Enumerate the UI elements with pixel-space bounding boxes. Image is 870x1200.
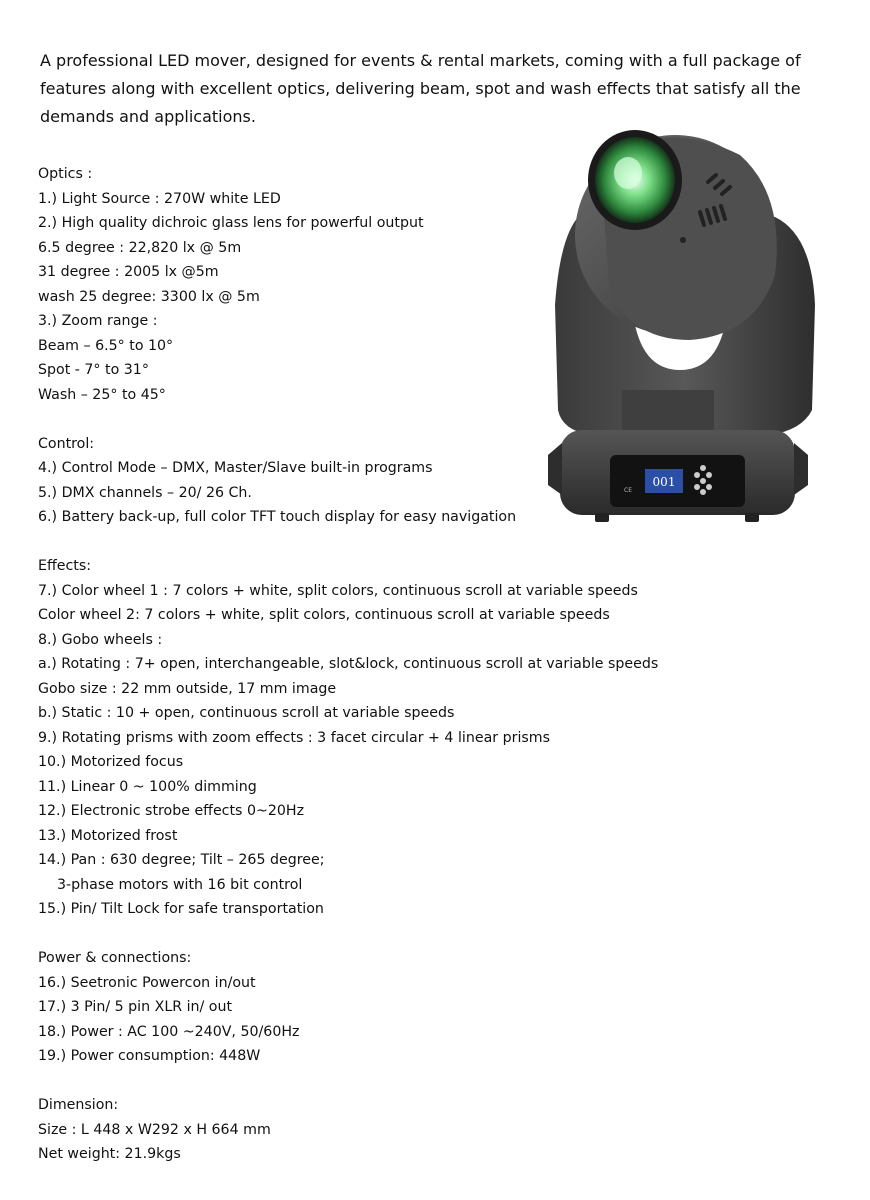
- spec-line: 18.) Power : AC 100 ~240V, 50/60Hz: [38, 1023, 300, 1040]
- spec-line: b.) Static : 10 + open, continuous scroll at variable speeds: [38, 705, 455, 721]
- spec-line: wash 25 degree: 3300 lx @ 5m: [38, 288, 260, 305]
- spec-line: Gobo size : 22 mm outside, 17 mm image: [38, 680, 337, 697]
- spec-line: 2.) High quality dichroic glass lens for powerful output: [38, 215, 424, 231]
- spec-line: Wash – 25° to 45°: [38, 386, 166, 403]
- spec-line: 9.) Rotating prisms with zoom effects : 3 facet circular + 4 linear prisms: [38, 729, 550, 746]
- section-heading-dimension: Dimension:: [38, 1097, 119, 1113]
- intro-paragraph: A professional LED mover, designed for events & rental markets, coming with a full package of features along with excellent optics, delivering beam, spot and wash effects that satisfy all the demands and applications.: [40, 51, 801, 127]
- spec-line: Spot - 7° to 31°: [38, 362, 149, 378]
- spec-line: 17.) 3 Pin/ 5 pin XLR in/ out: [38, 999, 233, 1015]
- spec-line: 8.) Gobo wheels :: [38, 631, 163, 648]
- spec-line: 10.) Motorized focus: [38, 754, 184, 770]
- spec-line: 1.) Light Source : 270W white LED: [38, 190, 281, 207]
- spacer: [38, 1069, 698, 1094]
- spec-line: a.) Rotating : 7+ open, interchangeable, slot&lock, continuous scroll at variable speeds: [38, 656, 659, 672]
- spec-line: 3.) Zoom range :: [38, 313, 158, 329]
- spec-line: 31 degree : 2005 lx @5m: [38, 264, 219, 280]
- spec-line: Beam – 6.5° to 10°: [38, 337, 174, 354]
- svg-text:CE: CE: [624, 487, 632, 494]
- spec-line: 15.) Pin/ Tilt Lock for safe transportation: [38, 901, 324, 917]
- section-heading-effects: Effects:: [38, 558, 92, 574]
- spec-line: 5.) DMX channels – 20/ 26 Ch.: [38, 484, 252, 501]
- spec-line: Size : L 448 x W292 x H 664 mm: [38, 1121, 271, 1138]
- spec-line: 12.) Electronic strobe effects 0~20Hz: [38, 803, 305, 819]
- spacer: [38, 922, 698, 947]
- spec-line: 6.) Battery back-up, full color TFT touch display for easy navigation: [38, 509, 517, 525]
- fixture-display-value: 001: [652, 475, 676, 489]
- spec-line: 7.) Color wheel 1 : 7 colors + white, split colors, continuous scroll at variable speeds: [38, 582, 638, 599]
- spec-line: 13.) Motorized frost: [38, 827, 178, 844]
- spec-line: 3-phase motors with 16 bit control: [57, 876, 303, 893]
- section-heading-control: Control:: [38, 435, 95, 452]
- spec-line: 19.) Power consumption: 448W: [38, 1048, 261, 1064]
- spec-line: Color wheel 2: 7 colors + white, split colors, continuous scroll at variable speeds: [38, 607, 610, 623]
- moving-head-light-image: [540, 125, 820, 530]
- spec-line: 14.) Pan : 630 degree; Tilt – 265 degree;: [38, 852, 325, 868]
- spacer: [38, 530, 698, 555]
- spec-line: 6.5 degree : 22,820 lx @ 5m: [38, 239, 242, 256]
- spec-line: 11.) Linear 0 ~ 100% dimming: [38, 778, 257, 795]
- section-heading-optics: Optics :: [38, 166, 93, 182]
- spec-line: 4.) Control Mode – DMX, Master/Slave built-in programs: [38, 460, 433, 476]
- spec-line: 16.) Seetronic Powercon in/out: [38, 974, 256, 991]
- section-heading-power: Power & connections:: [38, 950, 192, 966]
- spec-line: Net weight: 21.9kgs: [38, 1146, 181, 1162]
